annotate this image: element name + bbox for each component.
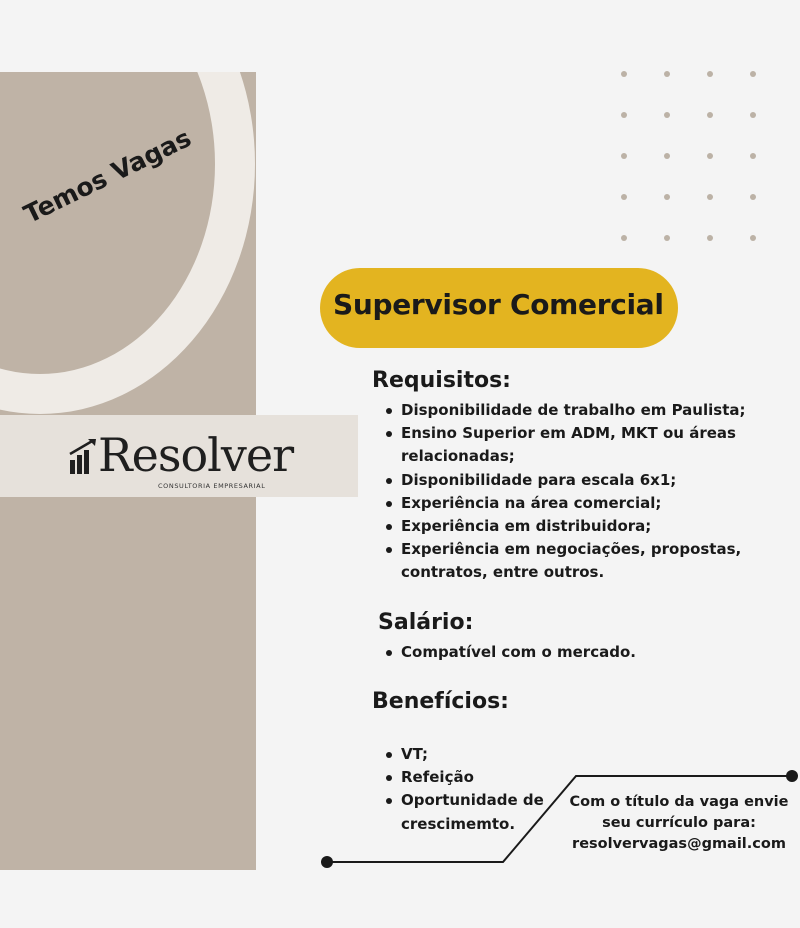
list-item: Experiência em distribuidora; — [383, 515, 773, 538]
job-title: Supervisor Comercial — [333, 288, 664, 321]
list-item: Experiência em negociações, propostas, contratos, entre outros. — [383, 538, 773, 584]
salario-heading: Salário: — [378, 610, 474, 635]
list-item: VT; — [383, 743, 563, 766]
list-item: Ensino Superior em ADM, MKT ou áreas relacionadas; — [383, 422, 773, 468]
badge-text: Temos Vagas — [19, 123, 196, 229]
list-item: Disponibilidade de trabalho em Paulista; — [383, 399, 773, 422]
contact-line-2: seu currículo para: — [602, 815, 756, 831]
list-item: Experiência na área comercial; — [383, 492, 773, 515]
logo-tagline: CONSULTORIA EMPRESARIAL — [158, 482, 266, 490]
contact-callout — [566, 792, 792, 855]
beneficios-heading: Benefícios: — [372, 689, 509, 714]
contact-line-1: Com o título da vaga envie — [569, 794, 789, 810]
list-item: Disponibilidade para escala 6x1; — [383, 469, 773, 492]
requisitos-heading: Requisitos: — [372, 368, 511, 393]
list-item: Refeição — [383, 766, 563, 789]
list-item: Compatível com o mercado. — [383, 641, 773, 664]
list-item: Oportunidade de crescimemto. — [383, 789, 563, 835]
logo-wordmark: Resolver — [98, 428, 294, 482]
contact-email[interactable]: resolvervagas@gmail.com — [572, 836, 786, 852]
